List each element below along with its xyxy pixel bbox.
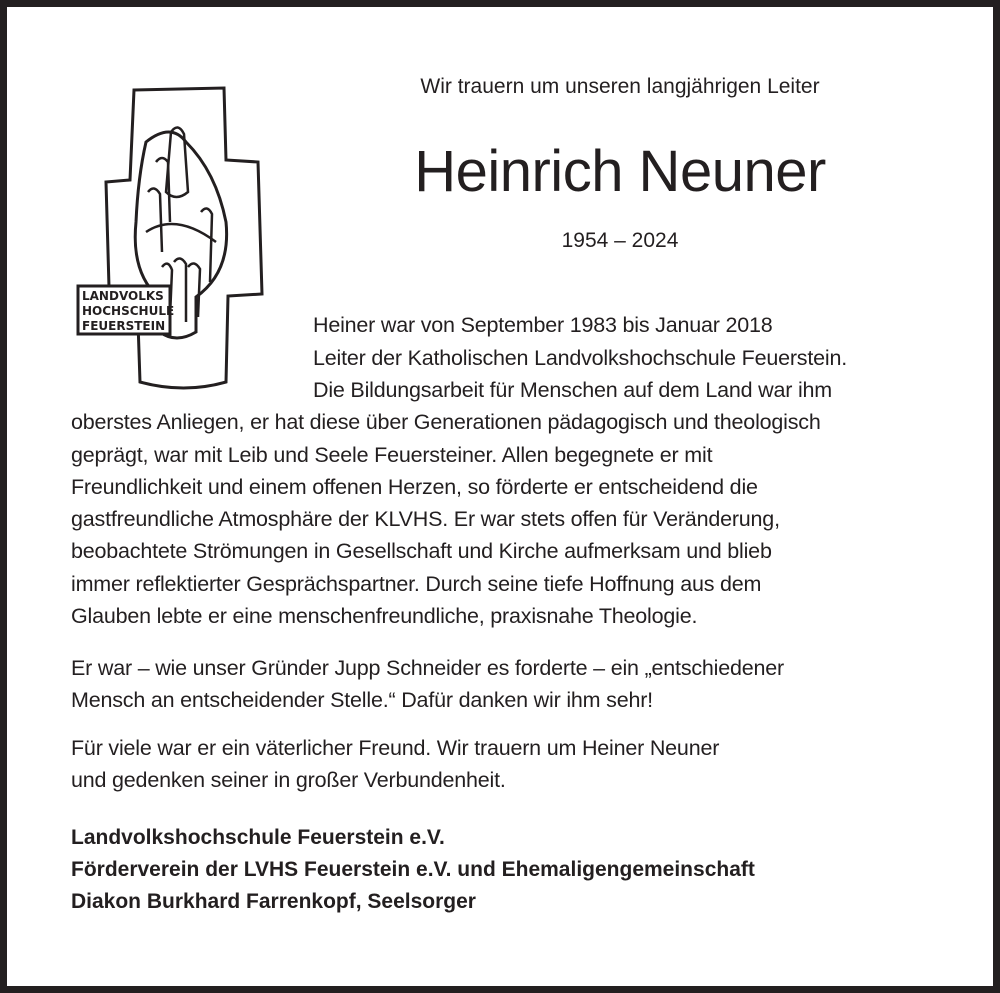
intro-line: Wir trauern um unseren langjährigen Leiter xyxy=(420,75,820,98)
signatory: Landvolkshochschule Feuerstein e.V. xyxy=(71,826,445,849)
paragraph-1-line: oberstes Anliegen, er hat diese über Generationen pädagogisch und theologisch xyxy=(71,410,821,434)
paragraph-1-line: Freundlichkeit und einem offenen Herzen, so förderte er entscheidend die xyxy=(71,475,758,499)
paragraph-1-line: Leiter der Katholischen Landvolkshochschule Feuerstein. xyxy=(313,346,847,370)
logo-line-2: HOCHSCHULE xyxy=(82,304,175,318)
paragraph-1-line: beobachtete Strömungen in Gesellschaft und Kirche aufmerksam und blieb xyxy=(71,539,772,563)
paragraph-2-line: Er war – wie unser Gründer Jupp Schneider es forderte – ein „entschiedener xyxy=(71,656,785,680)
paragraph-2-line: Mensch an entscheidender Stelle.“ Dafür danken wir ihm sehr! xyxy=(71,688,653,712)
paragraph-1-line: gastfreundliche Atmosphäre der KLVHS. Er war stets offen für Veränderung, xyxy=(71,507,780,531)
signatory: Diakon Burkhard Farrenkopf, Seelsorger xyxy=(71,890,476,913)
logo-line-1: LANDVOLKS xyxy=(82,289,164,303)
paragraph-1-line: Die Bildungsarbeit für Menschen auf dem Land war ihm xyxy=(313,378,833,402)
paragraph-1-line: Heiner war von September 1983 bis Januar 2018 xyxy=(313,313,773,337)
cross-logo-icon xyxy=(76,82,276,392)
paragraph-3-line: Für viele war er ein väterlicher Freund. Wir trauern um Heiner Neuner xyxy=(71,736,720,760)
paragraph-1-line: immer reflektierter Gesprächspartner. Durch seine tiefe Hoffnung aus dem xyxy=(71,572,762,596)
signatory: Förderverein der LVHS Feuerstein e.V. und Ehemaligengemeinschaft xyxy=(71,858,755,881)
paragraph-3-line: und gedenken seiner in großer Verbundenheit. xyxy=(71,768,506,792)
paragraph-1-line: Glauben lebte er eine menschenfreundliche, praxisnahe Theologie. xyxy=(71,604,698,628)
paragraph-1-line: geprägt, war mit Leib und Seele Feuersteiner. Allen begegnete er mit xyxy=(71,443,713,467)
life-dates: 1954 – 2024 xyxy=(561,229,679,252)
deceased-name: Heinrich Neuner xyxy=(414,139,826,204)
logo-line-3: FEUERSTEIN xyxy=(82,319,166,333)
